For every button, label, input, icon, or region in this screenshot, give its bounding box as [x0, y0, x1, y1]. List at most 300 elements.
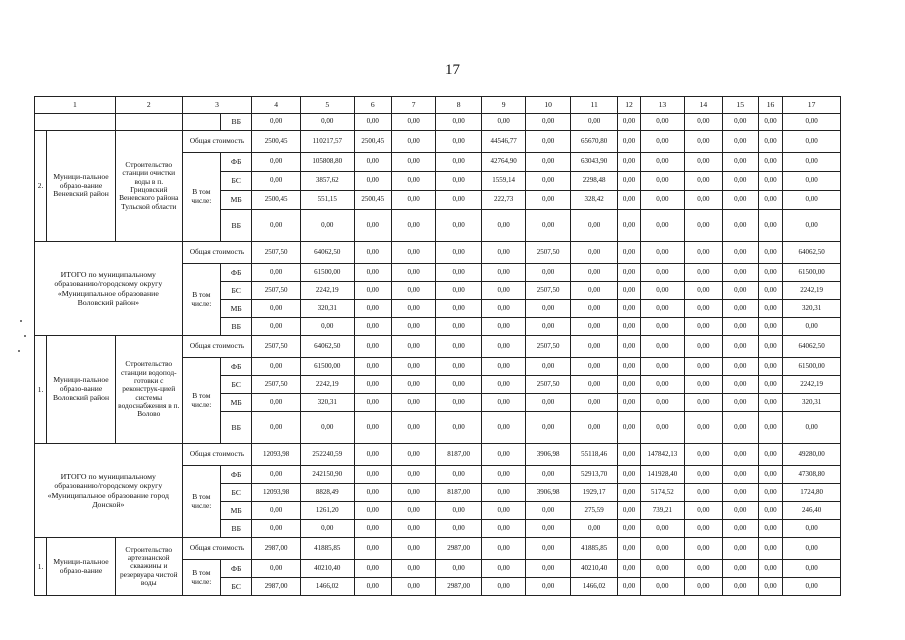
value-cell: 0,00 — [722, 578, 758, 596]
value-cell: 0,00 — [526, 502, 570, 520]
value-cell: 0,00 — [640, 520, 684, 538]
value-cell: 2987,00 — [252, 538, 301, 560]
value-cell: 0,00 — [722, 191, 758, 210]
value-cell: 0,00 — [436, 242, 482, 264]
value-cell: 0,00 — [640, 578, 684, 596]
funding-source: БС — [221, 578, 252, 596]
value-cell: 0,00 — [391, 131, 435, 153]
value-cell: 0,00 — [570, 300, 618, 318]
value-cell: 739,21 — [640, 502, 684, 520]
value-cell: 0,00 — [481, 282, 525, 300]
value-cell: 0,00 — [618, 336, 640, 358]
value-cell: 0,00 — [252, 153, 301, 172]
budget-table — [34, 96, 841, 596]
column-header: 3 — [182, 97, 252, 114]
value-cell: 0,00 — [758, 578, 782, 596]
funding-source: МБ — [221, 191, 252, 210]
value-cell: 0,00 — [640, 300, 684, 318]
value-cell: 0,00 — [354, 376, 391, 394]
value-cell: 8187,00 — [436, 444, 482, 466]
value-cell: 0,00 — [640, 412, 684, 444]
value-cell: 0,00 — [526, 300, 570, 318]
value-cell: 0,00 — [354, 560, 391, 578]
value-cell: 0,00 — [758, 242, 782, 264]
section-total-title: ИТОГО по муниципальному образованию/городскому округу «Муниципальное образование Воловский район» — [35, 242, 183, 336]
value-cell: 3857,62 — [300, 172, 354, 191]
including-label: В том числе: — [182, 358, 220, 444]
value-cell: 0,00 — [685, 444, 722, 466]
object-name: Строительство станции очистки воды в п. Грицовский Веневского района Тульской области — [115, 131, 182, 242]
value-cell: 0,00 — [618, 318, 640, 336]
value-cell: 0,00 — [758, 282, 782, 300]
value-cell: 0,00 — [481, 318, 525, 336]
value-cell: 0,00 — [758, 466, 782, 484]
value-cell: 41885,85 — [570, 538, 618, 560]
value-cell: 0,00 — [354, 502, 391, 520]
value-cell: 0,00 — [783, 210, 841, 242]
value-cell: 8187,00 — [436, 484, 482, 502]
value-cell: 0,00 — [618, 520, 640, 538]
value-cell: 0,00 — [618, 191, 640, 210]
value-cell: 0,00 — [391, 242, 435, 264]
value-cell: 2507,50 — [526, 376, 570, 394]
table-row — [35, 242, 841, 264]
value-cell: 0,00 — [481, 502, 525, 520]
funding-source: БС — [221, 172, 252, 191]
value-cell: 0,00 — [618, 172, 640, 191]
column-header: 11 — [570, 97, 618, 114]
funding-source: МБ — [221, 300, 252, 318]
value-cell: 0,00 — [618, 466, 640, 484]
value-cell: 0,00 — [685, 191, 722, 210]
table-row — [35, 336, 841, 358]
table-row — [35, 114, 841, 131]
value-cell: 0,00 — [252, 412, 301, 444]
value-cell: 2507,50 — [252, 242, 301, 264]
empty-cell — [35, 114, 116, 131]
value-cell: 0,00 — [391, 444, 435, 466]
value-cell: 0,00 — [391, 153, 435, 172]
funding-source: ВБ — [221, 318, 252, 336]
value-cell: 64062,50 — [300, 336, 354, 358]
value-cell: 63043,90 — [570, 153, 618, 172]
value-cell: 0,00 — [783, 520, 841, 538]
table-row — [35, 538, 841, 560]
value-cell: 61500,00 — [783, 264, 841, 282]
section-total-title: ИТОГО по муниципальному образованию/городскому округу «Муниципальное образование город Донской» — [35, 444, 183, 538]
value-cell: 0,00 — [618, 560, 640, 578]
value-cell: 0,00 — [758, 153, 782, 172]
value-cell: 0,00 — [685, 412, 722, 444]
total-cost-label: Общая стоимость — [182, 444, 252, 466]
scan-speck — [18, 350, 20, 352]
value-cell: 0,00 — [722, 560, 758, 578]
value-cell: 0,00 — [252, 520, 301, 538]
value-cell: 2500,45 — [252, 191, 301, 210]
municipality-name: Муници-пальное образо-вание — [47, 538, 116, 596]
value-cell: 0,00 — [685, 131, 722, 153]
value-cell: 0,00 — [391, 358, 435, 376]
value-cell: 0,00 — [783, 538, 841, 560]
value-cell: 0,00 — [570, 318, 618, 336]
value-cell: 0,00 — [783, 114, 841, 131]
value-cell: 0,00 — [391, 466, 435, 484]
value-cell: 61500,00 — [783, 358, 841, 376]
header-row — [35, 97, 841, 114]
value-cell: 0,00 — [722, 210, 758, 242]
value-cell: 0,00 — [685, 336, 722, 358]
value-cell: 0,00 — [526, 578, 570, 596]
municipality-name: Муници-пальное образо-вание Воловский район — [47, 336, 116, 444]
value-cell: 0,00 — [758, 191, 782, 210]
value-cell: 47308,80 — [783, 466, 841, 484]
empty-cell — [182, 114, 220, 131]
value-cell: 2242,19 — [783, 282, 841, 300]
value-cell: 0,00 — [481, 394, 525, 412]
item-number: 1. — [35, 538, 47, 596]
value-cell: 0,00 — [722, 318, 758, 336]
value-cell: 0,00 — [252, 264, 301, 282]
value-cell: 64062,50 — [783, 336, 841, 358]
value-cell: 222,73 — [481, 191, 525, 210]
value-cell: 0,00 — [570, 412, 618, 444]
including-label: В том числе: — [182, 560, 220, 596]
value-cell: 0,00 — [391, 538, 435, 560]
value-cell: 0,00 — [722, 153, 758, 172]
value-cell: 0,00 — [640, 210, 684, 242]
value-cell: 0,00 — [783, 412, 841, 444]
value-cell: 2500,45 — [252, 131, 301, 153]
value-cell: 0,00 — [354, 466, 391, 484]
value-cell: 0,00 — [640, 191, 684, 210]
value-cell: 0,00 — [391, 210, 435, 242]
value-cell: 0,00 — [436, 210, 482, 242]
value-cell: 0,00 — [391, 172, 435, 191]
value-cell: 2242,19 — [783, 376, 841, 394]
value-cell: 0,00 — [570, 282, 618, 300]
value-cell: 0,00 — [722, 131, 758, 153]
value-cell: 0,00 — [391, 394, 435, 412]
value-cell: 0,00 — [252, 300, 301, 318]
value-cell: 2500,45 — [354, 191, 391, 210]
value-cell: 2242,19 — [300, 282, 354, 300]
value-cell: 0,00 — [252, 466, 301, 484]
including-label: В том числе: — [182, 264, 220, 336]
value-cell: 0,00 — [758, 560, 782, 578]
page-number: 17 — [445, 62, 460, 78]
value-cell: 2507,50 — [252, 376, 301, 394]
value-cell: 0,00 — [758, 520, 782, 538]
value-cell: 0,00 — [526, 210, 570, 242]
value-cell: 147842,13 — [640, 444, 684, 466]
value-cell: 0,00 — [685, 394, 722, 412]
value-cell: 0,00 — [685, 318, 722, 336]
funding-source: ВБ — [221, 520, 252, 538]
value-cell: 0,00 — [722, 502, 758, 520]
value-cell: 0,00 — [618, 376, 640, 394]
value-cell: 0,00 — [391, 264, 435, 282]
value-cell: 0,00 — [252, 210, 301, 242]
value-cell: 0,00 — [300, 210, 354, 242]
value-cell: 1559,14 — [481, 172, 525, 191]
value-cell: 0,00 — [722, 264, 758, 282]
value-cell: 0,00 — [758, 538, 782, 560]
funding-source: МБ — [221, 502, 252, 520]
value-cell: 0,00 — [354, 242, 391, 264]
value-cell: 0,00 — [685, 282, 722, 300]
value-cell: 0,00 — [436, 560, 482, 578]
value-cell: 0,00 — [436, 172, 482, 191]
value-cell: 0,00 — [783, 153, 841, 172]
value-cell: 551,15 — [300, 191, 354, 210]
value-cell: 0,00 — [758, 394, 782, 412]
column-header: 4 — [252, 97, 301, 114]
value-cell: 0,00 — [391, 502, 435, 520]
value-cell: 0,00 — [722, 282, 758, 300]
value-cell: 0,00 — [618, 538, 640, 560]
value-cell: 0,00 — [354, 358, 391, 376]
value-cell: 0,00 — [758, 502, 782, 520]
funding-source: ВБ — [221, 210, 252, 242]
value-cell: 0,00 — [354, 114, 391, 131]
value-cell: 0,00 — [722, 376, 758, 394]
value-cell: 0,00 — [354, 412, 391, 444]
value-cell: 0,00 — [526, 412, 570, 444]
value-cell: 0,00 — [685, 153, 722, 172]
column-header: 12 — [618, 97, 640, 114]
value-cell: 0,00 — [481, 358, 525, 376]
value-cell: 0,00 — [758, 412, 782, 444]
value-cell: 0,00 — [685, 242, 722, 264]
value-cell: 0,00 — [354, 336, 391, 358]
value-cell: 0,00 — [300, 412, 354, 444]
value-cell: 0,00 — [685, 172, 722, 191]
value-cell: 0,00 — [526, 264, 570, 282]
value-cell: 0,00 — [436, 412, 482, 444]
value-cell: 0,00 — [758, 484, 782, 502]
value-cell: 320,31 — [300, 394, 354, 412]
value-cell: 0,00 — [640, 358, 684, 376]
value-cell: 246,40 — [783, 502, 841, 520]
value-cell: 0,00 — [640, 242, 684, 264]
table-row — [35, 131, 841, 153]
value-cell: 0,00 — [252, 358, 301, 376]
value-cell: 0,00 — [640, 318, 684, 336]
item-number: 2. — [35, 131, 47, 242]
value-cell: 0,00 — [436, 520, 482, 538]
value-cell: 0,00 — [391, 318, 435, 336]
value-cell: 49280,00 — [783, 444, 841, 466]
value-cell: 0,00 — [481, 264, 525, 282]
funding-source: БС — [221, 484, 252, 502]
value-cell: 252240,59 — [300, 444, 354, 466]
value-cell: 0,00 — [391, 114, 435, 131]
value-cell: 0,00 — [758, 114, 782, 131]
value-cell: 0,00 — [783, 318, 841, 336]
value-cell: 0,00 — [618, 394, 640, 412]
object-name: Строительство артезианской скважины и резервуара чистой воды — [115, 538, 182, 596]
value-cell: 1261,20 — [300, 502, 354, 520]
value-cell: 0,00 — [722, 336, 758, 358]
value-cell: 0,00 — [783, 560, 841, 578]
value-cell: 1724,80 — [783, 484, 841, 502]
value-cell: 0,00 — [570, 376, 618, 394]
value-cell: 0,00 — [758, 318, 782, 336]
value-cell: 0,00 — [640, 153, 684, 172]
value-cell: 2500,45 — [354, 131, 391, 153]
value-cell: 0,00 — [354, 444, 391, 466]
value-cell: 0,00 — [526, 394, 570, 412]
value-cell: 0,00 — [436, 336, 482, 358]
value-cell: 0,00 — [685, 502, 722, 520]
funding-source: ФБ — [221, 466, 252, 484]
value-cell: 0,00 — [685, 376, 722, 394]
value-cell: 2242,19 — [300, 376, 354, 394]
value-cell: 0,00 — [618, 282, 640, 300]
value-cell: 0,00 — [391, 376, 435, 394]
value-cell: 0,00 — [391, 520, 435, 538]
value-cell: 2298,48 — [570, 172, 618, 191]
value-cell: 0,00 — [391, 578, 435, 596]
value-cell: 0,00 — [436, 114, 482, 131]
value-cell: 0,00 — [618, 412, 640, 444]
value-cell: 2987,00 — [436, 538, 482, 560]
value-cell: 40210,40 — [300, 560, 354, 578]
value-cell: 320,31 — [783, 394, 841, 412]
value-cell: 42764,90 — [481, 153, 525, 172]
value-cell: 2507,50 — [526, 282, 570, 300]
value-cell: 0,00 — [722, 358, 758, 376]
value-cell: 2507,50 — [526, 336, 570, 358]
value-cell: 0,00 — [758, 210, 782, 242]
value-cell: 2507,50 — [252, 282, 301, 300]
value-cell: 0,00 — [436, 466, 482, 484]
value-cell: 141928,40 — [640, 466, 684, 484]
value-cell: 0,00 — [618, 114, 640, 131]
value-cell: 0,00 — [391, 300, 435, 318]
column-header: 1 — [35, 97, 116, 114]
empty-cell — [115, 114, 182, 131]
value-cell: 0,00 — [481, 444, 525, 466]
value-cell: 0,00 — [354, 210, 391, 242]
value-cell: 110217,57 — [300, 131, 354, 153]
value-cell: 0,00 — [436, 191, 482, 210]
value-cell: 0,00 — [481, 376, 525, 394]
funding-source: ФБ — [221, 264, 252, 282]
value-cell: 0,00 — [722, 466, 758, 484]
value-cell: 0,00 — [722, 484, 758, 502]
value-cell: 0,00 — [436, 131, 482, 153]
scan-speck — [24, 335, 26, 337]
value-cell: 0,00 — [391, 191, 435, 210]
value-cell: 2987,00 — [436, 578, 482, 596]
value-cell: 0,00 — [436, 318, 482, 336]
value-cell: 0,00 — [722, 444, 758, 466]
value-cell: 0,00 — [758, 172, 782, 191]
value-cell: 0,00 — [436, 376, 482, 394]
value-cell: 0,00 — [526, 538, 570, 560]
value-cell: 242150,90 — [300, 466, 354, 484]
value-cell: 0,00 — [685, 484, 722, 502]
value-cell: 0,00 — [252, 502, 301, 520]
value-cell: 3906,98 — [526, 484, 570, 502]
value-cell: 0,00 — [354, 538, 391, 560]
value-cell: 0,00 — [436, 502, 482, 520]
value-cell: 0,00 — [391, 336, 435, 358]
column-header: 8 — [436, 97, 482, 114]
value-cell: 3906,98 — [526, 444, 570, 466]
value-cell: 0,00 — [526, 560, 570, 578]
scan-speck — [20, 320, 22, 322]
funding-source: ВБ — [221, 114, 252, 131]
total-cost-label: Общая стоимость — [182, 242, 252, 264]
column-header: 16 — [758, 97, 782, 114]
value-cell: 0,00 — [526, 520, 570, 538]
value-cell: 0,00 — [640, 264, 684, 282]
value-cell: 0,00 — [526, 131, 570, 153]
value-cell: 0,00 — [252, 318, 301, 336]
value-cell: 0,00 — [685, 538, 722, 560]
including-label: В том числе: — [182, 153, 220, 242]
value-cell: 275,59 — [570, 502, 618, 520]
value-cell: 0,00 — [618, 300, 640, 318]
value-cell: 0,00 — [481, 520, 525, 538]
value-cell: 0,00 — [526, 114, 570, 131]
value-cell: 12093,98 — [252, 484, 301, 502]
value-cell: 0,00 — [640, 394, 684, 412]
value-cell: 0,00 — [640, 131, 684, 153]
value-cell: 0,00 — [354, 300, 391, 318]
value-cell: 2987,00 — [252, 578, 301, 596]
value-cell: 0,00 — [758, 376, 782, 394]
value-cell: 64062,50 — [300, 242, 354, 264]
value-cell: 0,00 — [481, 114, 525, 131]
value-cell: 0,00 — [391, 484, 435, 502]
value-cell: 0,00 — [783, 578, 841, 596]
value-cell: 0,00 — [300, 114, 354, 131]
value-cell: 0,00 — [758, 336, 782, 358]
value-cell: 0,00 — [300, 520, 354, 538]
item-number: 1. — [35, 336, 47, 444]
value-cell: 0,00 — [640, 336, 684, 358]
value-cell: 0,00 — [685, 114, 722, 131]
value-cell: 0,00 — [570, 264, 618, 282]
municipality-name: Муници-пальное образо-вание Веневский район — [47, 131, 116, 242]
value-cell: 0,00 — [722, 114, 758, 131]
value-cell: 320,31 — [783, 300, 841, 318]
value-cell: 1466,02 — [300, 578, 354, 596]
value-cell: 0,00 — [618, 484, 640, 502]
value-cell: 0,00 — [722, 242, 758, 264]
value-cell: 0,00 — [640, 282, 684, 300]
total-cost-label: Общая стоимость — [182, 538, 252, 560]
value-cell: 61500,00 — [300, 264, 354, 282]
value-cell: 0,00 — [685, 358, 722, 376]
value-cell: 0,00 — [481, 466, 525, 484]
value-cell: 0,00 — [481, 560, 525, 578]
value-cell: 0,00 — [640, 114, 684, 131]
value-cell: 0,00 — [570, 114, 618, 131]
value-cell: 0,00 — [722, 300, 758, 318]
value-cell: 0,00 — [640, 376, 684, 394]
column-header: 2 — [115, 97, 182, 114]
value-cell: 0,00 — [722, 412, 758, 444]
value-cell: 0,00 — [354, 578, 391, 596]
value-cell: 0,00 — [436, 153, 482, 172]
value-cell: 0,00 — [758, 444, 782, 466]
value-cell: 0,00 — [354, 264, 391, 282]
column-header: 14 — [685, 97, 722, 114]
